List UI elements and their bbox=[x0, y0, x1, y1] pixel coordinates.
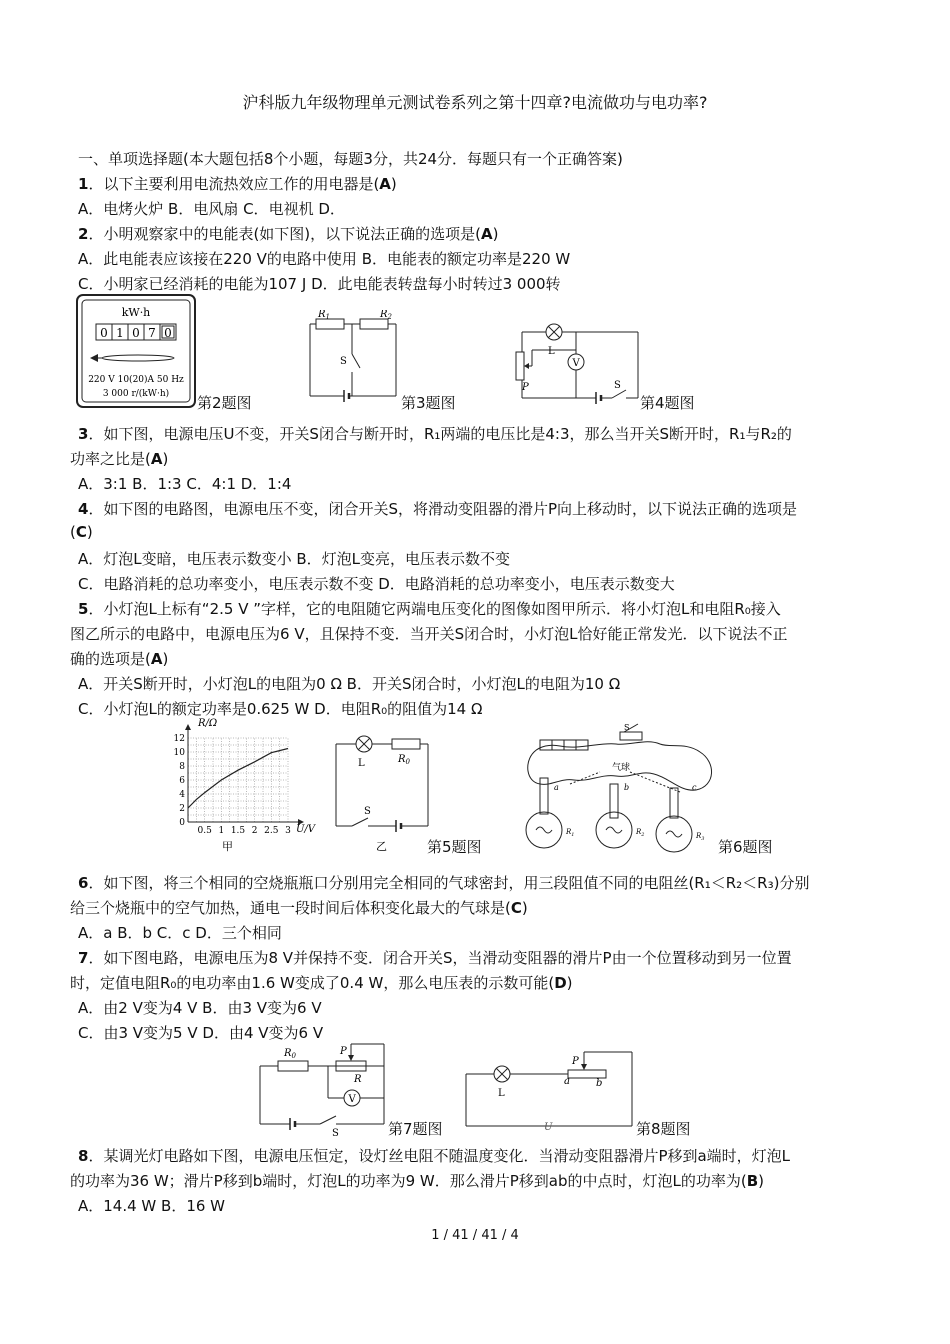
question-7-options-2: C．由3 V变为5 V D．由4 V变为6 V bbox=[78, 1024, 324, 1042]
svg-text:R: R bbox=[354, 1074, 362, 1085]
svg-text:U: U bbox=[544, 1122, 553, 1133]
x-tick-label: 1.5 bbox=[230, 826, 246, 836]
y-tick-label: 8 bbox=[179, 762, 185, 772]
question-4-options-1: A．灯泡L变暗，电压表示数变小 B．灯泡L变亮，电压表示数不变 bbox=[78, 550, 511, 568]
y-tick-label: 0 bbox=[179, 818, 185, 828]
switch-icon bbox=[320, 1116, 336, 1124]
question-7-options-1: A．由2 V变为4 V B．由3 V变为6 V bbox=[78, 999, 322, 1017]
answer: C bbox=[75, 523, 87, 541]
svg-text:a: a bbox=[554, 783, 559, 792]
y-tick-label: 2 bbox=[179, 804, 185, 814]
svg-text:S: S bbox=[614, 380, 621, 391]
answer: A bbox=[481, 225, 493, 243]
svg-text:b: b bbox=[624, 783, 630, 792]
svg-text:L: L bbox=[548, 346, 555, 357]
svg-text:R2: $R_2$ bbox=[636, 828, 645, 838]
question-7-cont: 时，定值电阻R₀的电功率由1.6 W变成了0.4 W，那么电压表的示数可能(D) bbox=[70, 974, 573, 992]
figure-6-caption: 第6题图 bbox=[718, 838, 773, 856]
figure-4-caption: 第4题图 bbox=[640, 394, 695, 412]
figure-4-circuit bbox=[508, 320, 644, 410]
question-2-options-2: C．小明家已经消耗的电能为107 J D．此电能表转盘每小时转过3 000转 bbox=[78, 275, 561, 293]
svg-text:R0: $R_0$ bbox=[284, 1048, 296, 1060]
meter-disc bbox=[102, 355, 174, 361]
question-5-cont: 确的选项是(A) bbox=[70, 650, 169, 668]
meter-digit: 7 bbox=[148, 326, 156, 340]
answer: A bbox=[150, 450, 163, 468]
label-r1: $R_1$ bbox=[318, 310, 330, 321]
figure-2-caption: 第2题图 bbox=[197, 394, 252, 412]
figure-3-circuit bbox=[300, 310, 404, 406]
question-4: 4．如下图的电路图，电源电压不变，闭合开关S，将滑动变阻器的滑片P向上移动时，以下说法正确的选项是 bbox=[78, 500, 798, 518]
meter-digit: 0 bbox=[164, 326, 172, 340]
resistor-r0 bbox=[278, 1061, 308, 1071]
label-jia: 甲 bbox=[222, 840, 233, 853]
chart-ticks bbox=[174, 734, 292, 836]
svg-text:S: S bbox=[624, 723, 630, 732]
resistor-r1 bbox=[316, 319, 344, 329]
figure-3-caption: 第3题图 bbox=[401, 394, 456, 412]
label-yi: 乙 bbox=[376, 840, 387, 853]
switch-icon bbox=[612, 390, 626, 398]
switch-icon bbox=[352, 818, 368, 826]
page-footer: 1 / 41 / 41 / 4 bbox=[431, 1228, 519, 1243]
x-tick-label: 0.5 bbox=[197, 826, 212, 836]
label-r2: $R_2$ bbox=[380, 310, 392, 321]
label-s: S bbox=[340, 356, 347, 367]
chart-axes bbox=[185, 724, 304, 825]
y-tick-label: 4 bbox=[179, 790, 185, 800]
question-8-options: A．14.4 W B．16 W bbox=[78, 1197, 226, 1215]
question-3-options: A．3:1 B．1:3 C．4:1 D．1:4 bbox=[78, 475, 292, 493]
svg-text:R3: $R_3$ bbox=[696, 832, 705, 842]
question-3: 3．如下图，电源电压U不变，开关S闭合与断开时，R₁两端的电压比是4:3，那么当开关S断开时，R₁与R₂的 bbox=[78, 425, 792, 443]
figure-8-circuit bbox=[460, 1046, 640, 1138]
question-4-cont: (C) bbox=[70, 523, 93, 541]
question-8-cont: 的功率为36 W；滑片P移到b端时，灯泡L的功率为9 W．那么滑片P移到ab的中点时，灯泡L的功率为(B) bbox=[70, 1172, 765, 1190]
question-6: 6．如下图，将三个相同的空烧瓶瓶口分别用完全相同的气球密封，用三段阻值不同的电阻丝(R₁＜R₂＜R₃)分别 bbox=[78, 874, 810, 892]
question-5: 5．小灯泡L上标有“2.5 V ”字样，它的电阻随它两端电压变化的图像如图甲所示．将小灯泡L和电阻R₀接入 bbox=[78, 600, 781, 618]
figure-6-apparatus bbox=[520, 722, 720, 858]
answer: D bbox=[554, 974, 567, 992]
svg-text:S: S bbox=[364, 806, 371, 817]
figure-5-yi-circuit bbox=[330, 732, 434, 854]
meter-digit: 0 bbox=[132, 326, 140, 340]
svg-text:L: L bbox=[358, 758, 365, 769]
flask-r2 bbox=[596, 783, 644, 848]
svg-text:c: c bbox=[692, 783, 697, 792]
question-text: ．小明观察家中的电能表(如下图)，以下说法正确的选项是( bbox=[88, 225, 481, 243]
svg-text:R0: $R_0$ bbox=[398, 754, 410, 766]
question-1-options: A．电烤火炉 B．电风扇 C．电视机 D． bbox=[78, 200, 345, 218]
page-title: 沪科版九年级物理单元测试卷系列之第十四章?电流做功与电功率? bbox=[242, 93, 708, 112]
question-number: 2 bbox=[78, 225, 89, 243]
svg-text:L: L bbox=[498, 1088, 505, 1099]
question-2: 2．小明观察家中的电能表(如下图)，以下说法正确的选项是(A) bbox=[78, 225, 499, 243]
svg-text:P: P bbox=[572, 1056, 579, 1067]
svg-text:R1: $R_1$ bbox=[566, 828, 575, 838]
question-3-cont: 功率之比是(A) bbox=[70, 450, 169, 468]
chart-grid bbox=[188, 738, 288, 822]
switch-icon bbox=[620, 732, 642, 740]
question-5-line2: 图乙所示的电路中，电源电压为6 V，且保持不变．当开关S闭合时，小灯泡L恰好能正常发光．以下说法不正 bbox=[70, 625, 788, 643]
switch-icon bbox=[352, 354, 360, 368]
x-tick-label: 3 bbox=[285, 826, 291, 836]
question-number: 1 bbox=[78, 175, 89, 193]
chart-xlabel: U/V bbox=[296, 824, 316, 835]
answer: A bbox=[150, 650, 163, 668]
rheostat bbox=[568, 1070, 606, 1078]
y-tick-label: 12 bbox=[173, 734, 185, 744]
question-1: 1．以下主要利用电流热效应工作的用电器是(A) bbox=[78, 175, 397, 193]
answer: A bbox=[379, 175, 391, 193]
resistor-r2 bbox=[360, 319, 388, 329]
question-6-options: A．a B．b C．c D．三个相同 bbox=[78, 924, 282, 942]
question-4-options-2: C．电路消耗的总功率变小，电压表示数不变 D．电路消耗的总功率变小，电压表示数变大 bbox=[78, 575, 675, 593]
x-tick-label: 1 bbox=[218, 826, 225, 836]
svg-text:P: P bbox=[522, 382, 529, 393]
x-tick-label: 2 bbox=[251, 826, 258, 836]
flask-r3 bbox=[656, 783, 704, 852]
svg-text:a: a bbox=[564, 1076, 570, 1087]
question-text: ．以下主要利用电流热效应工作的用电器是( bbox=[88, 175, 380, 193]
section-heading: 一、单项选择题(本大题包括8个小题，每题3分，共24分．每题只有一个正确答案) bbox=[78, 150, 623, 168]
answer: B bbox=[746, 1172, 759, 1190]
x-tick-label: 2.5 bbox=[264, 826, 279, 836]
svg-text:V: V bbox=[348, 1094, 356, 1105]
resistor-r0 bbox=[392, 739, 420, 749]
question-2-options-1: A．此电能表应该接在220 V的电路中使用 B．电能表的额定功率是220 W bbox=[78, 250, 571, 268]
question-8: 8．某调光灯电路如下图，电源电压恒定，设灯丝电阻不随温度变化．当滑动变阻器滑片P移到a端时，灯泡L bbox=[78, 1147, 791, 1165]
question-5-options-2: C．小灯泡L的额定功率是0.625 W D．电阻R₀的阻值为14 Ω bbox=[78, 700, 483, 718]
svg-text:V: V bbox=[572, 358, 580, 369]
y-axis-arrow bbox=[185, 724, 191, 730]
question-7: 7．如下图电路，电源电压为8 V并保持不变．闭合开关S，当滑动变阻器的滑片P由一个位置移动到另一位置 bbox=[78, 949, 792, 967]
flask-r1 bbox=[526, 778, 574, 848]
figure-7-circuit bbox=[254, 1040, 390, 1136]
question-5-options-1: A．开关S断开时，小灯泡L的电阻为0 Ω B．开关S闭合时，小灯泡L的电阻为10 Ω bbox=[78, 675, 621, 693]
meter-unit: kW·h bbox=[121, 306, 151, 319]
svg-text:S: S bbox=[332, 1128, 339, 1136]
figure-7-caption: 第7题图 bbox=[388, 1120, 443, 1138]
y-tick-label: 6 bbox=[179, 776, 185, 786]
meter-digits bbox=[96, 324, 176, 340]
meter-digit: 1 bbox=[116, 326, 124, 340]
svg-text:b: b bbox=[596, 1078, 603, 1089]
meter-spec-constant: 3 000 r/(kW·h) bbox=[102, 389, 170, 399]
chart-ylabel: R/Ω bbox=[198, 718, 218, 729]
figure-8-caption: 第8题图 bbox=[636, 1120, 691, 1138]
balloon-label: 气球 bbox=[612, 763, 631, 773]
figure-5-jia-graph bbox=[168, 714, 324, 854]
y-tick-label: 10 bbox=[173, 748, 185, 758]
rheostat bbox=[516, 352, 524, 380]
meter-spec-rating: 220 V 10(20)A 50 Hz bbox=[88, 375, 184, 385]
meter-digit: 0 bbox=[100, 326, 108, 340]
figure-5-caption: 第5题图 bbox=[427, 838, 482, 856]
answer: C bbox=[510, 899, 522, 917]
svg-text:P: P bbox=[340, 1046, 347, 1057]
question-6-cont: 给三个烧瓶中的空气加热，通电一段时间后体积变化最大的气球是(C) bbox=[70, 899, 528, 917]
figure-2-energy-meter bbox=[76, 294, 196, 408]
